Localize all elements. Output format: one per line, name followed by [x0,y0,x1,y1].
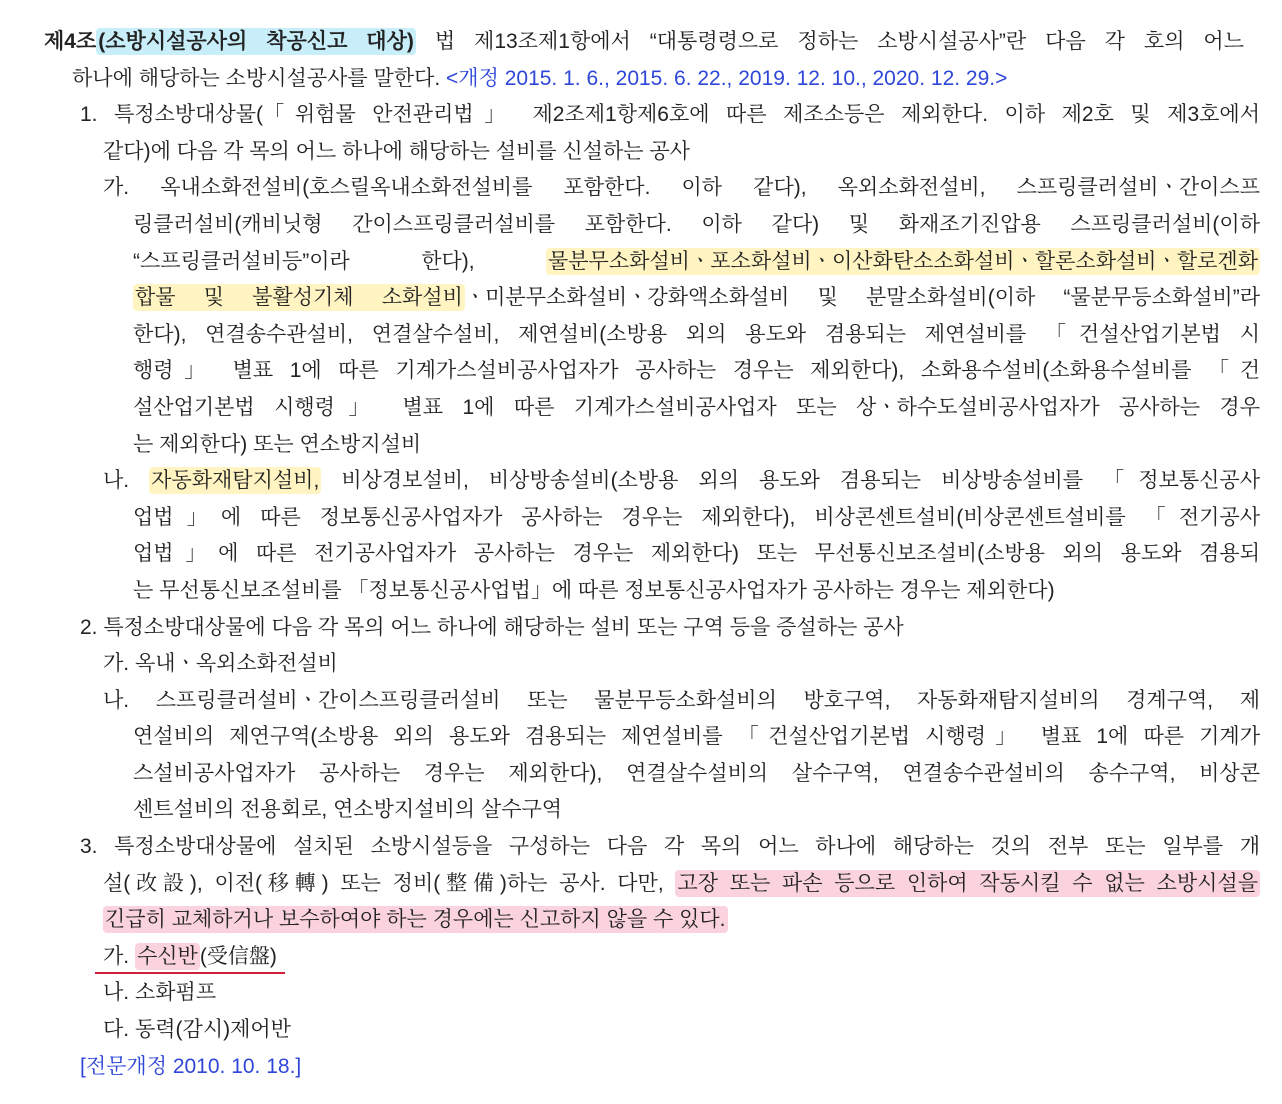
amendment-history-link[interactable]: <개정 2015. 1. 6., 2015. 6. 22., 2019. 12. 10., 2020. 12. 29.> [446,66,1008,90]
subitem-text: 비상경보설비, 비상방송설비(소방용 외의 용도와 겸용되는 비상방송설비를 「정보통신공사 [341,469,1261,493]
item-text: 특정소방대상물에 다음 각 목의 어느 하나에 해당하는 설비 또는 구역 등을 증설하는 공사 [103,615,904,639]
subitem-marker: 가. [103,652,130,676]
subitem-2-na-line [133,719,1260,756]
article-title: (소방시설공사의 착공신고 대상) [98,30,414,53]
subitem-text: ㆍ미분무소화설비ㆍ강화액소화설비 및 분말소화설비(이하 “물분무등소화설비”라 [464,286,1260,310]
subitem-text: 한다), 연결송수관설비, 연결살수설비, 제연설비(소방용 외의 용도와 겸용되는 제연설비를 「건설산업기본법 시 [133,322,1260,346]
item-2-line [80,610,1260,647]
subitem-1-ga-line [133,353,1260,390]
item-text: 같다)에 다음 각 목의 어느 하나에 해당하는 설비를 신설하는 공사 [103,139,690,163]
subitem-marker: 나. [103,469,130,493]
subitem-1-na-line [133,500,1260,537]
subitem-marker: 다. [103,1018,130,1042]
subitem-3-ga-line [103,939,1260,976]
item-marker: 3. [80,835,98,859]
item-text: 특정소방대상물(「위험물 안전관리법」 제2조제1항제6호에 따른 제조소등은 제외한다. 이하 제2호 및 제3호에서 [114,103,1260,127]
full-revision-link[interactable]: [전문개정 2010. 10. 18.] [80,1054,302,1078]
subitem-text: 설산업기본법 시행령」 별표 1에 따른 기계가스설비공사업자 또는 상ㆍ하수도설비공사업자가 공사하는 경우 [133,395,1260,419]
subitem-text: 동력(감시)제어반 [134,1018,291,1042]
subitem-1-ga-line [133,317,1260,354]
underlined-subitem [95,945,285,974]
item-3-line [103,866,1260,903]
subitem-1-ga-line [133,427,1260,464]
subitem-marker: 나. [103,981,130,1005]
subitem-text: 링클러설비(캐비닛형 간이스프링클러설비를 포함한다. 이하 같다) 및 화재조기진압용 스프링클러설비(이하 [133,212,1260,236]
subitem-text: 는 제외한다) 또는 연소방지설비 [133,432,422,456]
item-text: 설(改設), 이전(移轉) 또는 정비(整備)하는 공사. 다만, [103,871,664,895]
subitem-text: (受信盤) [199,944,277,968]
subitem-2-na-line [133,792,1260,829]
subitem-1-ga-line [133,207,1260,244]
subitem-marker: 나. [103,688,130,712]
revision-footer-line [80,1049,1260,1086]
subitem-text: 스설비공사업자가 공사하는 경우는 제외한다), 연결살수설비의 살수구역, 연결송수관설비의 송수구역, 비상콘 [133,761,1260,785]
subitem-text: 옥내소화전설비(호스릴옥내소화전설비를 포함한다. 이하 같다), 옥외소화전설비, 스프링클러설비ㆍ간이스프 [160,176,1260,200]
article-body-line [72,61,1260,98]
subitem-text: “스프링클러설비등”이라 한다), [133,249,475,273]
subitem-1-ga-line [133,280,1260,317]
subitem-text: 연설비의 제연구역(소방용 외의 용도와 겸용되는 제연설비를 「건설산업기본법 시행령」 별표 1에 따른 기계가 [133,725,1260,749]
highlighted-text: 긴급히 교체하거나 보수하여야 하는 경우에는 신고하지 않을 수 있다. [105,908,726,932]
article-body-text: 하나에 해당하는 소방시설공사를 말한다. [72,66,441,90]
subitem-1-na-line [133,536,1260,573]
subitem-1-ga-line [133,244,1260,281]
highlighted-text: 합물 및 불활성기체 소화설비 [135,286,463,310]
subitem-text: 소화펌프 [134,981,217,1005]
subitem-3-na-line [103,975,1260,1012]
article-heading-line [44,24,1244,61]
subitem-2-na-line [133,756,1260,793]
subitem-text: 센트설비의 전용회로, 연소방지설비의 살수구역 [133,798,563,822]
article-number: 제4조 [44,30,97,53]
subitem-marker: 가. [103,176,130,200]
item-3-line [103,902,1260,939]
item-marker: 1. [80,103,98,127]
subitem-text: 는 무선통신보조설비를 「정보통신공사업법」에 따른 정보통신공사업자가 공사하는 경우는 제외한다) [133,578,1055,602]
subitem-text: 옥내ㆍ옥외소화전설비 [134,652,338,676]
subitem-text: 업법」에 따른 정보통신공사업자가 공사하는 경우는 제외한다), 비상콘센트설비(비상콘센트설비를 「전기공사 [133,505,1260,529]
subitem-1-na-line [103,463,1260,500]
subitem-2-ga-line [103,646,1260,683]
item-1-line [103,134,1260,171]
article-body-text: 법 제13조제1항에서 “대통령령으로 정하는 소방시설공사”란 다음 각 호의 어느 [434,30,1245,53]
subitem-3-da-line [103,1012,1260,1049]
highlighted-text: 물분무소화설비ㆍ포소화설비ㆍ이산화탄소소화설비ㆍ할론소화설비ㆍ할로겐화 [547,249,1258,273]
subitem-1-na-line [133,573,1260,610]
subitem-text: 업법」에 따른 전기공사업자가 공사하는 경우는 제외한다) 또는 무선통신보조설비(소방용 외의 용도와 겸용되 [133,542,1260,566]
item-3-line [80,829,1260,866]
item-1-line [80,97,1260,134]
item-marker: 2. [80,615,98,639]
subitem-marker: 가. [103,944,130,968]
subitem-text: 스프링클러설비ㆍ간이스프링클러설비 또는 물분무등소화설비의 방호구역, 자동화재탐지설비의 경계구역, 제 [155,688,1260,712]
subitem-1-ga-line [133,390,1260,427]
subitem-1-ga-line [103,170,1260,207]
item-text: 특정소방대상물에 설치된 소방시설등을 구성하는 다음 각 목의 어느 하나에 해당하는 것의 전부 또는 일부를 개 [114,835,1260,859]
subitem-2-na-line [103,683,1260,720]
highlighted-text: 고장 또는 파손 등으로 인하여 작동시킬 수 없는 소방시설을 [677,871,1258,895]
subitem-text: 행령」 별표 1에 따른 기계가스설비공사업자가 공사하는 경우는 제외한다), 소화용수설비(소화용수설비를 「건 [133,359,1260,383]
highlighted-text: 수신반 [136,944,198,968]
highlighted-text: 자동화재탐지설비, [151,469,320,493]
